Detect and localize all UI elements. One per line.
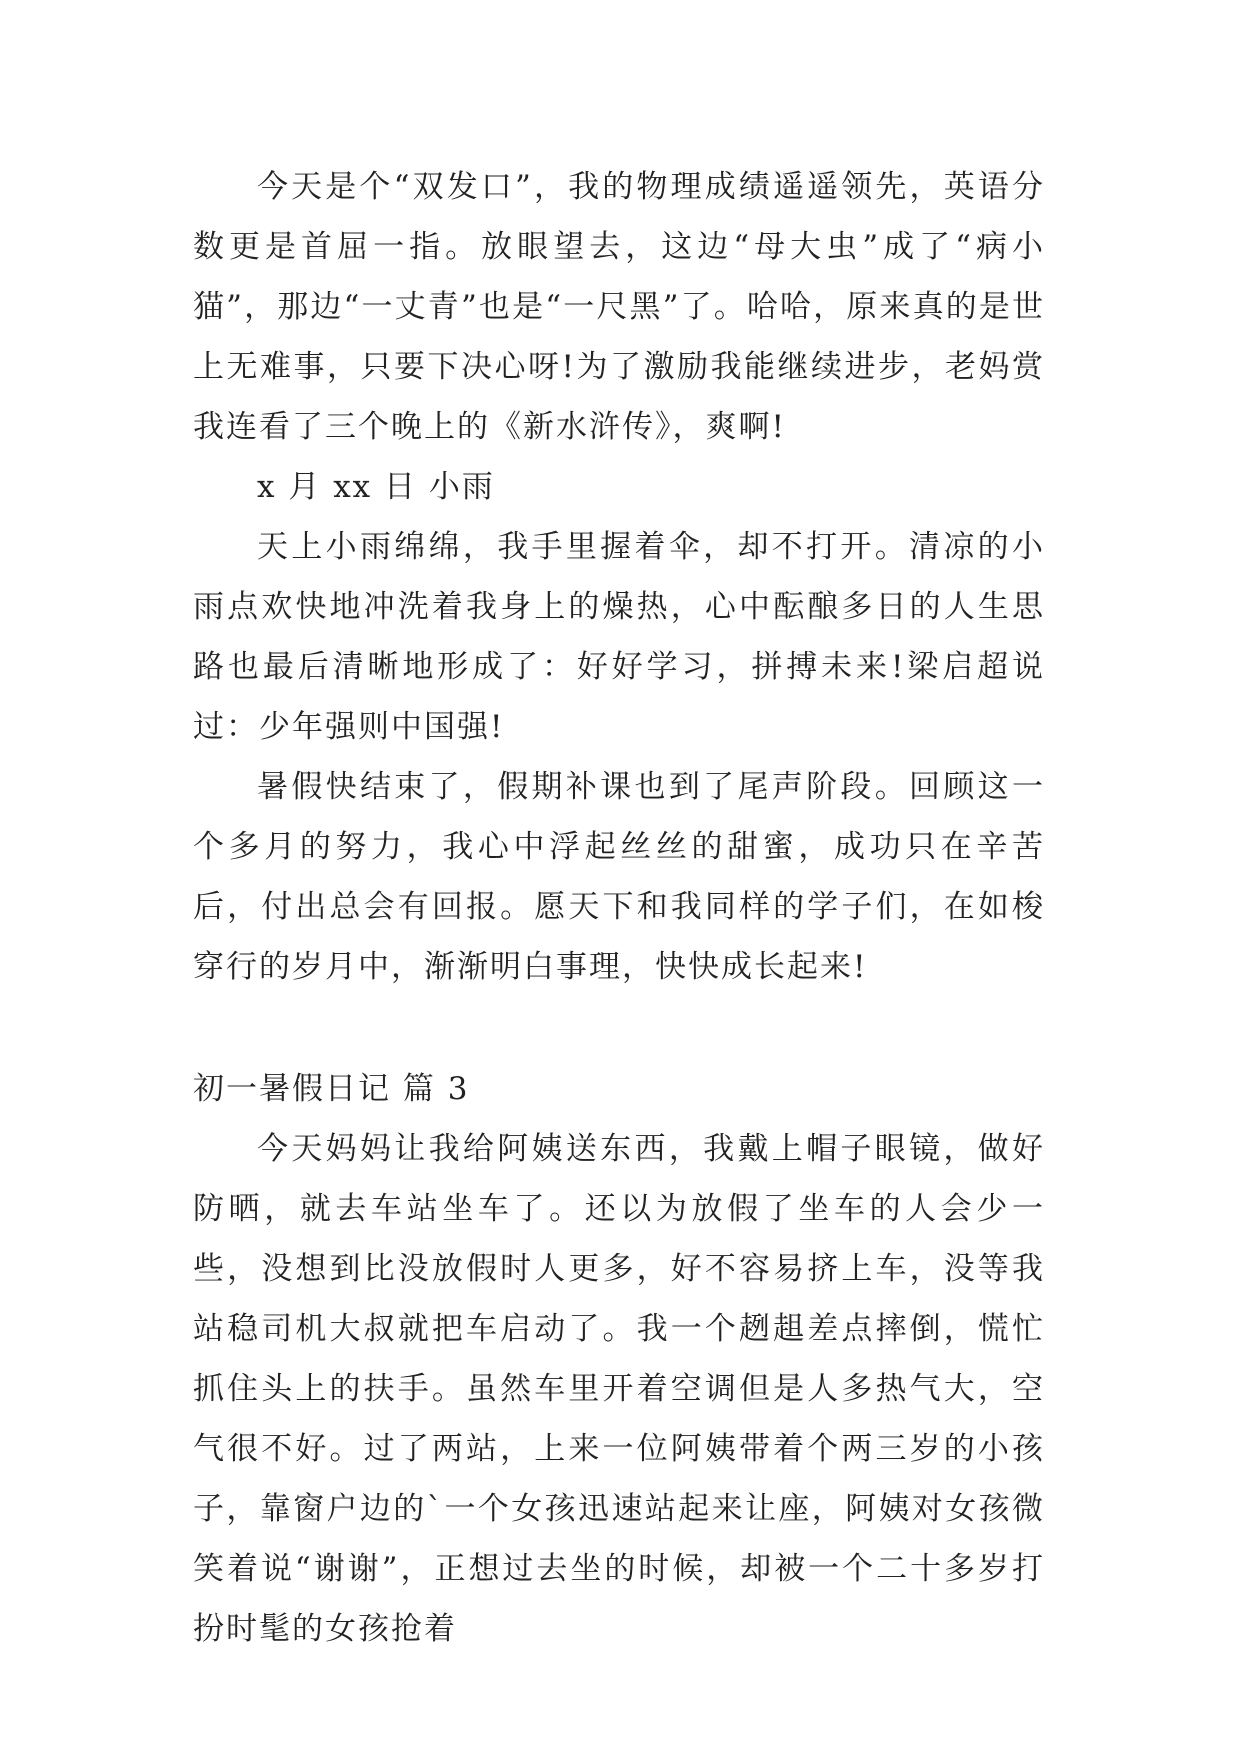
paragraph-bus-ride: 今天妈妈让我给阿姨送东西，我戴上帽子眼镜，做好防晒，就去车站坐车了。还以为放假了坐车的人会少一些，没想到比没放假时人更多，好不容易挤上车，没等我站稳司机大叔就把车启动了。我一个趔趄差点摔倒，慌忙抓住头上的扶手。虽然车里开着空调但是人多热气大，空气很不好。过了两站，上来一位阿姨带着个两三岁的小孩子，靠窗户边的`一个女孩迅速站起来让座，阿姨对女孩微笑着说“谢谢”，正想过去坐的时候，却被一个二十多岁打扮时髦的女孩抢着 bbox=[193, 1131, 1045, 1647]
paragraph-grades: 今天是个“双发口”，我的物理成绩遥遥领先，英语分数更是首屈一指。放眼望去，这边“母大虫”成了“病小猫”，那边“一丈青”也是“一尺黑”了。哈哈，原来真的是世上无难事，只要下决心呀!为了激励我能继续进步，老妈赏我连看了三个晚上的《新水浒传》，爽啊! bbox=[193, 169, 1045, 445]
paragraph-light-rain: 天上小雨绵绵，我手里握着伞，却不打开。清凉的小雨点欢快地冲洗着我身上的燥热，心中酝酿多日的人生思路也最后清晰地形成了：好好学习，拼搏未来!梁启超说过：少年强则中国强! bbox=[193, 529, 1045, 745]
section-title: 初一暑假日记 篇 3 bbox=[193, 1071, 470, 1107]
paragraph-summer-end: 暑假快结束了，假期补课也到了尾声阶段。回顾这一个多月的努力，我心中浮起丝丝的甜蜜，成功只在辛苦后，付出总会有回报。愿天下和我同样的学子们，在如梭穿行的岁月中，渐渐明白事理，快快成长起来! bbox=[193, 769, 1045, 985]
diary-date-line: x 月 xx 日 小雨 bbox=[257, 469, 495, 505]
document-body bbox=[193, 157, 1045, 1659]
